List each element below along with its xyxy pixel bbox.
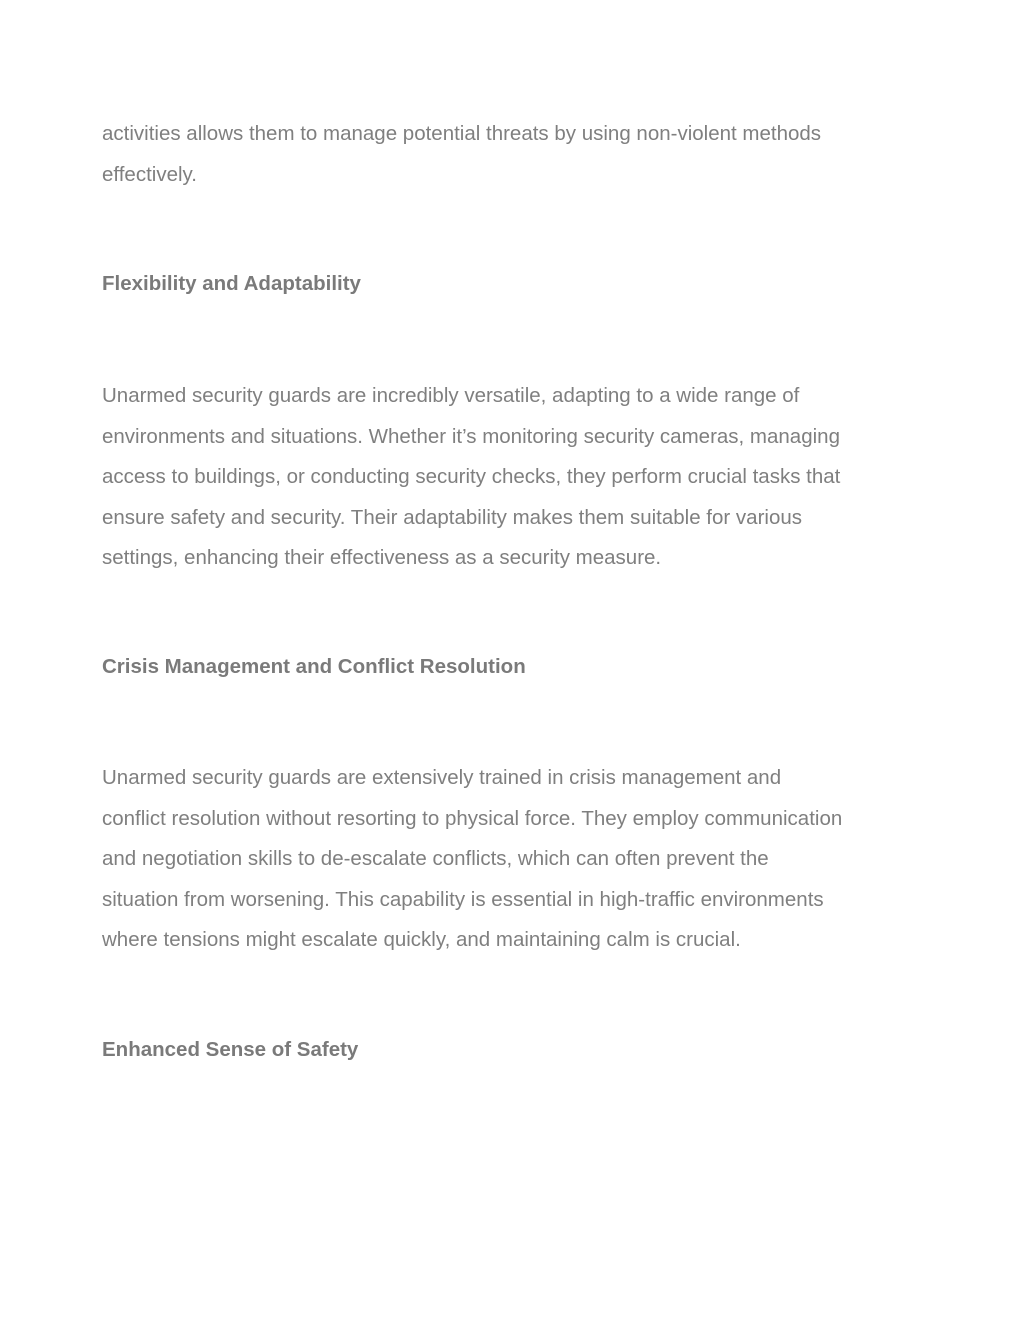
paragraph-line: settings, enhancing their effectiveness as a security measure.	[102, 546, 662, 569]
section-heading-enhanced-safety: Enhanced Sense of Safety	[102, 1038, 359, 1061]
section-paragraph-flexibility	[102, 376, 932, 579]
section-heading-crisis-management: Crisis Management and Conflict Resolution	[102, 655, 526, 678]
paragraph-line: ensure safety and security. Their adaptability makes them suitable for various	[102, 505, 803, 529]
paragraph-line: access to buildings, or conducting security checks, they perform crucial tasks that	[102, 465, 841, 488]
paragraph-line: effectively.	[102, 162, 197, 186]
paragraph-line: environments and situations. Whether it’s monitoring security cameras, managing	[102, 424, 840, 448]
paragraph-line: Unarmed security guards are incredibly versatile, adapting to a wide range of	[102, 384, 800, 407]
section-paragraph-crisis-management	[102, 758, 932, 961]
paragraph-line: activities allows them to manage potential threats by using non-violent methods	[102, 122, 822, 145]
paragraph-line: and negotiation skills to de-escalate conflicts, which can often prevent the	[102, 847, 769, 870]
paragraph-line: Unarmed security guards are extensively trained in crisis management and	[102, 766, 782, 789]
paragraph-line: conflict resolution without resorting to physical force. They employ communication	[102, 806, 843, 830]
intro-paragraph	[102, 114, 932, 195]
paragraph-line: situation from worsening. This capability is essential in high-traffic environments	[102, 887, 824, 911]
paragraph-line: where tensions might escalate quickly, and maintaining calm is crucial.	[102, 928, 741, 951]
section-heading-flexibility: Flexibility and Adaptability	[102, 272, 361, 295]
